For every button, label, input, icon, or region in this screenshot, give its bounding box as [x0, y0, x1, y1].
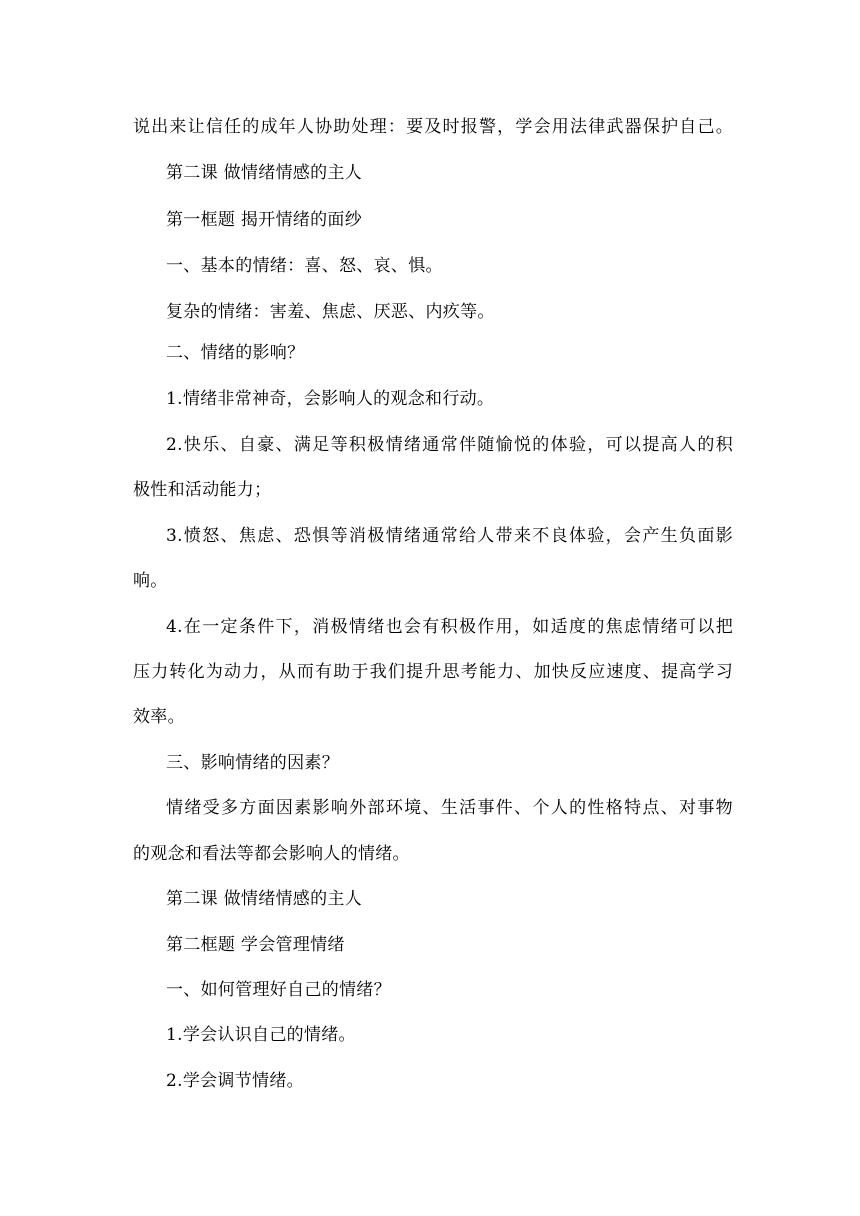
paragraph-line: 一、基本的情绪：喜、怒、哀、惧。: [166, 256, 443, 276]
heading-line: 一、如何管理好自己的情绪？: [166, 980, 391, 1000]
lesson-title: 第二课 做情绪情感的主人: [166, 889, 363, 909]
paragraph-line: 压力转化为动力，从而有助于我们提升思考能力、加快反应速度、提高学习: [133, 662, 733, 682]
heading-line: 三、影响情绪的因素？: [166, 753, 339, 773]
paragraph-line: 3.愤怒、焦虑、恐惧等消极情绪通常给人带来不良体验，会产生负面影: [166, 526, 733, 546]
paragraph-line: 1.情绪非常神奇，会影响人的观念和行动。: [166, 389, 495, 409]
paragraph-line: 情绪受多方面因素影响外部环境、生活事件、个人的性格特点、对事物: [166, 798, 733, 818]
paragraph-line: 1.学会认识自己的情绪。: [166, 1025, 356, 1045]
paragraph-line: 响。: [133, 571, 168, 591]
paragraph-line: 复杂的情绪：害羞、焦虑、厌恶、内疚等。: [166, 302, 495, 322]
paragraph-line: 极性和活动能力；: [133, 480, 272, 500]
paragraph-line: 2.快乐、自豪、满足等积极情绪通常伴随愉悦的体验，可以提高人的积: [166, 435, 733, 455]
paragraph-line: 2.学会调节情绪。: [166, 1071, 304, 1091]
paragraph-line: 效率。: [133, 707, 185, 727]
lesson-title: 第二课 做情绪情感的主人: [166, 163, 363, 183]
section-title: 第一框题 揭开情绪的面纱: [166, 210, 363, 230]
heading-line: 二、情绪的影响？: [166, 343, 305, 363]
paragraph-line: 说出来让信任的成年人协助处理：要及时报警，学会用法律武器保护自己。: [133, 117, 733, 137]
section-title: 第二框题 学会管理情绪: [166, 935, 345, 955]
paragraph-line: 4.在一定条件下，消极情绪也会有积极作用，如适度的焦虑情绪可以把: [166, 617, 733, 637]
paragraph-line: 的观念和看法等都会影响人的情绪。: [133, 844, 410, 864]
